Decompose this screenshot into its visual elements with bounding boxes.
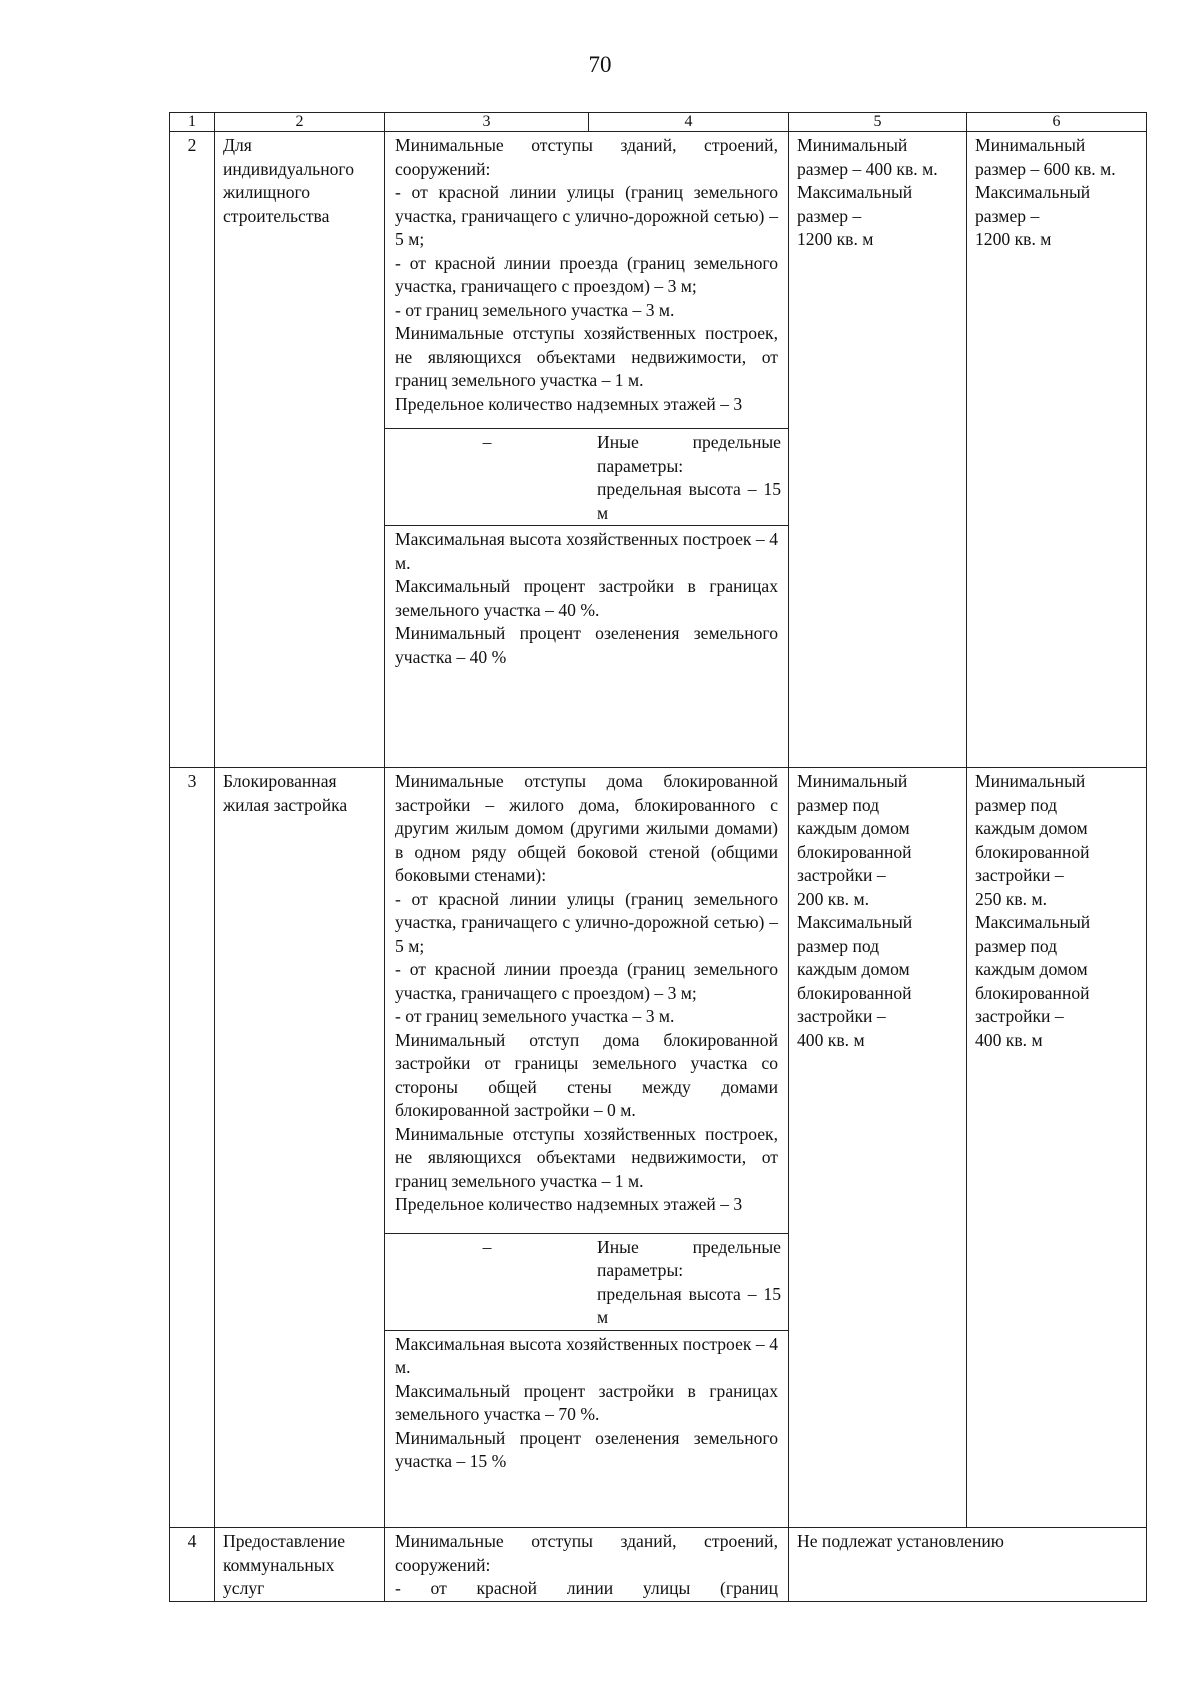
column-number-row [170, 113, 1147, 132]
other-params-subtable [385, 428, 789, 526]
col-header-4: 4 [589, 113, 789, 132]
col-header-5: 5 [789, 113, 967, 132]
row-number: 2 [170, 132, 215, 768]
other-params-line: предельная высота – 15 м [597, 1283, 781, 1327]
setbacks-line: - от границ земельного участка – 3 м. [395, 299, 675, 320]
setbacks-line: - от красной линии улицы (границ земельного участка, граничащего с улично-дорожной сетью) – 5 м; [395, 182, 778, 249]
min-max-area-cell: Минимальный размер – 600 кв. м. Максимальный размер – 1200 кв. м [967, 132, 1147, 768]
setbacks-line: - от красной линии проезда (границ земельного участка, граничащего с проездом) – 3 м; [395, 959, 778, 1003]
limits-line: Максимальный процент застройки в границах земельного участка – 40 %. [395, 576, 778, 620]
col-header-6: 6 [967, 113, 1147, 132]
min-max-area-cell: Минимальный размер под каждым домом блокированной застройки – 250 кв. м. Максимальный размер под каждым домом блокированной застройки – 400 кв. м [967, 768, 1147, 1528]
limits-line: Максимальная высота хозяйственных построек – 4 м. [395, 1333, 778, 1377]
land-use-type: Блокированная жилая застройка [215, 768, 385, 1528]
other-params-subtable [385, 1233, 789, 1331]
dash-cell: – [385, 1233, 589, 1330]
col-header-1: 1 [170, 113, 215, 132]
table-row [170, 768, 1147, 1528]
not-established-cell: Не подлежат установлению [789, 1528, 1147, 1602]
setbacks-line: Минимальные отступы хозяйственных построек, не являющихся объектами недвижимости, от границ земельного участка – 1 м. [395, 323, 778, 390]
parameters-cell [385, 132, 789, 768]
setbacks-line: - от красной линии проезда (границ земельного участка, граничащего с проездом) – 3 м; [395, 252, 778, 296]
setbacks-line: Предельное количество надземных этажей – 3 [395, 393, 743, 414]
setbacks-line: Минимальные отступы дома блокированной застройки – жилого дома, блокированного с другим жилым домом (другими жилыми домами) в одном ряду общей боковой стеной (общими боковыми стенами): [395, 771, 778, 885]
other-params-line: предельная высота – 15 м [597, 479, 781, 523]
row-number: 3 [170, 768, 215, 1528]
setbacks-line: - от красной линии улицы (границ [395, 1578, 778, 1598]
page-number: 70 [588, 52, 612, 77]
col-header-3: 3 [385, 113, 589, 132]
limits-line: Максимальная высота хозяйственных построек – 4 м. [395, 529, 778, 573]
dash-cell: – [385, 429, 589, 526]
other-params-cell [589, 429, 789, 526]
table-row [170, 132, 1147, 768]
row-number: 4 [170, 1528, 215, 1602]
setbacks-line: Минимальные отступы хозяйственных построек, не являющихся объектами недвижимости, от границ земельного участка – 1 м. [395, 1123, 778, 1191]
col-header-2: 2 [215, 113, 385, 132]
min-max-area-cell: Минимальный размер под каждым домом блокированной застройки – 200 кв. м. Максимальный размер под каждым домом блокированной застройки – 400 кв. м [789, 768, 967, 1528]
parameters-cell [385, 1528, 789, 1602]
setbacks-line: Предельное количество надземных этажей – 3 [395, 1194, 743, 1214]
min-max-area-cell: Минимальный размер – 400 кв. м. Максимальный размер – 1200 кв. м [789, 132, 967, 768]
limits-line: Минимальный процент озеленения земельного участка – 40 % [395, 623, 778, 667]
other-params-line: Иные предельные параметры: [597, 432, 781, 476]
parameters-cell [385, 768, 789, 1528]
setbacks-line: Минимальные отступы зданий, строений, сооружений: [395, 135, 778, 179]
setbacks-line: - от красной линии улицы (границ земельного участка, граничащего с улично-дорожной сетью) – 5 м; [395, 888, 778, 956]
limits-line: Максимальный процент застройки в границах земельного участка – 70 %. [395, 1380, 778, 1424]
setbacks-line: - от границ земельного участка – 3 м. [395, 1006, 675, 1026]
other-params-line: Иные предельные параметры: [597, 1236, 781, 1280]
land-use-type: Предоставление коммунальных услуг [215, 1528, 385, 1602]
land-use-type: Для индивидуального жилищного строительства [215, 132, 385, 768]
other-params-cell [589, 1233, 789, 1330]
setbacks-line: Минимальные отступы зданий, строений, сооружений: [395, 1531, 778, 1575]
table-row [170, 1528, 1147, 1602]
regulations-table [169, 112, 1147, 1602]
limits-line: Минимальный процент озеленения земельного участка – 15 % [395, 1427, 778, 1471]
setbacks-line: Минимальный отступ дома блокированной застройки от границы земельного участка со стороны общей стены между домами блокированной застройки – 0 м. [395, 1029, 778, 1120]
